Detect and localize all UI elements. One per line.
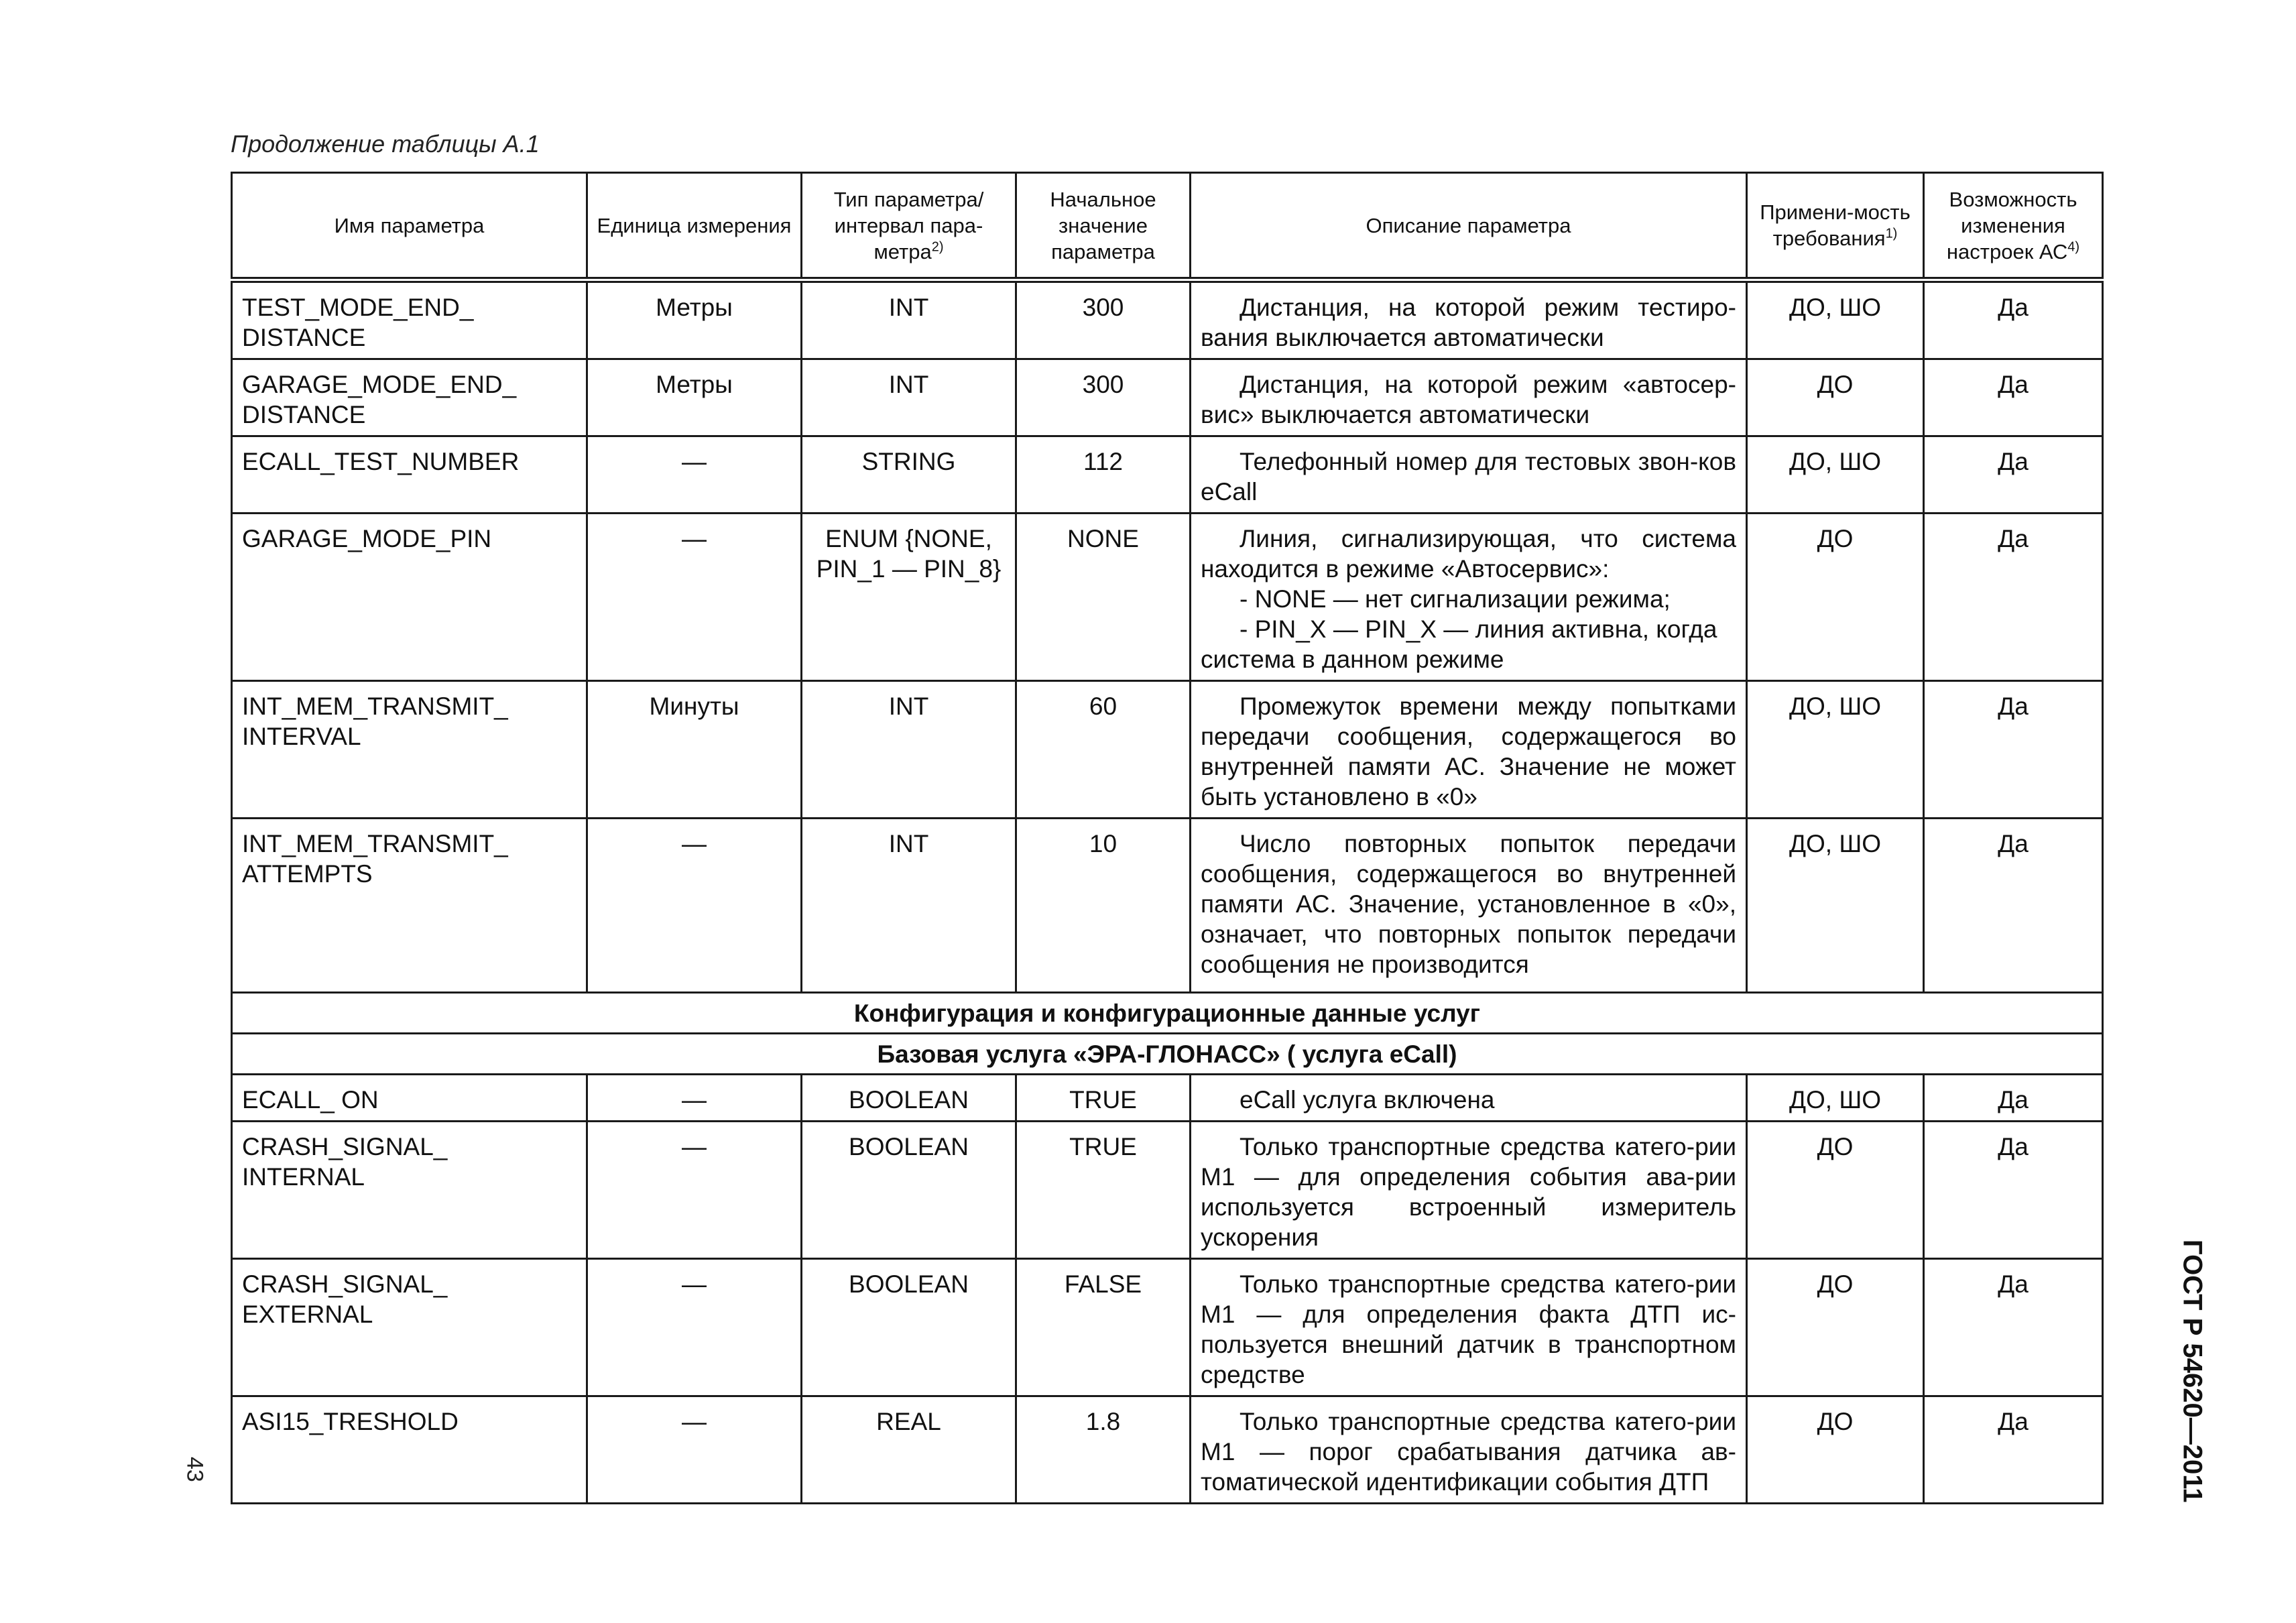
table-row [232,1259,2103,1396]
cell-applicability: ДО [1747,1122,1924,1259]
cell-applicability: ДО, ШО [1747,819,1924,993]
cell-applicability: ДО [1747,1259,1924,1396]
section-row [232,993,2103,1034]
header-unit: Единица измерения [587,173,802,280]
cell-type: BOOLEAN [802,1075,1016,1122]
table-row [232,1122,2103,1259]
description-tail: система в данном режиме [1201,646,1504,673]
cell-type: BOOLEAN [802,1122,1016,1259]
cell-initial: 60 [1016,681,1191,819]
header-applicability-footnote: 1) [1885,226,1898,241]
cell-description: eCall услуга включена [1191,1075,1747,1122]
description-item: - NONE — нет сигнализации режима; [1240,585,1671,613]
header-changeable: Возможность изменения настроек АС$^{4)}$ [1924,173,2103,280]
cell-changeable: Да [1924,436,2103,514]
cell-unit: Метры [587,359,802,436]
cell-description [1191,514,1747,681]
cell-initial: FALSE [1016,1259,1191,1396]
cell-name: GARAGE_MODE_END_ DISTANCE [232,359,587,436]
table-row [232,819,2103,993]
header-type: Тип параметра/ интервал пара-метра$^{2)}$ [802,173,1016,280]
cell-changeable: Да [1924,681,2103,819]
table-row [232,1396,2103,1504]
parameters-table [231,172,2104,1504]
cell-type: BOOLEAN [802,1259,1016,1396]
table-row [232,359,2103,436]
cell-description: Только транспортные средства катего-рии М1 — для определения факта ДТП ис-пользуется внешний датчик в транспортном средстве [1191,1259,1747,1396]
cell-type: INT [802,359,1016,436]
cell-applicability: ДО [1747,514,1924,681]
cell-name: ECALL_TEST_NUMBER [232,436,587,514]
cell-description: Только транспортные средства катего-рии М1 — порог срабатывания датчика ав-томатической идентификации события ДТП [1191,1396,1747,1504]
cell-type: INT [802,681,1016,819]
cell-changeable: Да [1924,359,2103,436]
cell-changeable: Да [1924,1259,2103,1396]
description-item: - PIN_X — PIN_X — линия активна, когда [1240,615,1717,643]
cell-unit: — [587,1259,802,1396]
cell-changeable: Да [1924,1122,2103,1259]
subsection-title: Базовая услуга «ЭРА-ГЛОНАСС» ( услуга eCall) [232,1034,2103,1075]
section-title: Конфигурация и конфигурационные данные услуг [232,993,2103,1034]
cell-initial: TRUE [1016,1075,1191,1122]
cell-description: Только транспортные средства катего-рии М1 — для определения события ава-рии используется встроенный измеритель ускорения [1191,1122,1747,1259]
cell-unit: — [587,1396,802,1504]
cell-applicability: ДО, ШО [1747,681,1924,819]
cell-initial: 1.8 [1016,1396,1191,1504]
cell-changeable: Да [1924,819,2103,993]
cell-name: TEST_MODE_END_ DISTANCE [232,280,587,359]
cell-changeable: Да [1924,1396,2103,1504]
cell-initial: NONE [1016,514,1191,681]
header-type-footnote: 2) [931,239,944,255]
cell-name: INT_MEM_TRANSMIT_ ATTEMPTS [232,819,587,993]
cell-initial: 112 [1016,436,1191,514]
subsection-row [232,1034,2103,1075]
cell-type: REAL [802,1396,1016,1504]
cell-unit: — [587,1075,802,1122]
header-applicability: Примени-мость требования$^{1)}$ [1747,173,1924,280]
cell-initial: TRUE [1016,1122,1191,1259]
cell-applicability: ДО [1747,359,1924,436]
cell-unit: — [587,436,802,514]
cell-unit: — [587,514,802,681]
cell-unit: — [587,1122,802,1259]
cell-name: INT_MEM_TRANSMIT_ INTERVAL [232,681,587,819]
cell-applicability: ДО, ШО [1747,436,1924,514]
cell-initial: 300 [1016,280,1191,359]
cell-description: Телефонный номер для тестовых звон-ков eCall [1191,436,1747,514]
cell-name: ASI15_TRESHOLD [232,1396,587,1504]
cell-description: Число повторных попыток передачи сообщения, содержащегося во внутренней памяти АС. Значение, установленное в «0», означает, что повторных попыток передачи сообщения не производится [1191,819,1747,993]
cell-type: INT [802,280,1016,359]
cell-name: CRASH_SIGNAL_ INTERNAL [232,1122,587,1259]
cell-name: GARAGE_MODE_PIN [232,514,587,681]
cell-changeable: Да [1924,514,2103,681]
table-header-row [232,173,2103,280]
header-name: Имя параметра [232,173,587,280]
standard-identifier: ГОСТ Р 54620—2011 [2177,1239,2208,1503]
table-row [232,436,2103,514]
cell-name: ECALL_ ON [232,1075,587,1122]
cell-unit: Метры [587,280,802,359]
page-number: 43 [182,1457,208,1482]
table-caption: Продолжение таблицы А.1 [231,130,540,158]
header-description: Описание параметра [1191,173,1747,280]
cell-applicability: ДО, ШО [1747,280,1924,359]
cell-name: CRASH_SIGNAL_ EXTERNAL [232,1259,587,1396]
cell-applicability: ДО [1747,1396,1924,1504]
header-changeable-footnote: 4) [2067,239,2080,255]
cell-type: INT [802,819,1016,993]
cell-initial: 300 [1016,359,1191,436]
cell-unit: — [587,819,802,993]
table-row [232,681,2103,819]
cell-applicability: ДО, ШО [1747,1075,1924,1122]
table-row [232,1075,2103,1122]
header-initial: Начальное значение параметра [1016,173,1191,280]
table-row [232,514,2103,681]
cell-unit: Минуты [587,681,802,819]
cell-type: STRING [802,436,1016,514]
cell-changeable: Да [1924,280,2103,359]
cell-initial: 10 [1016,819,1191,993]
cell-description: Промежуток времени между попытками передачи сообщения, содержащегося во внутренней памяти АС. Значение не может быть установлено в «0» [1191,681,1747,819]
cell-description: Дистанция, на которой режим тестиро-вания выключается автоматически [1191,280,1747,359]
description-text: Линия, сигнализирующая, что система находится в режиме «Автосервис»: [1201,525,1736,583]
cell-description: Дистанция, на которой режим «автосер-вис» выключается автоматически [1191,359,1747,436]
cell-changeable: Да [1924,1075,2103,1122]
cell-type: ENUM {NONE, PIN_1 — PIN_8} [802,514,1016,681]
table-row [232,280,2103,359]
